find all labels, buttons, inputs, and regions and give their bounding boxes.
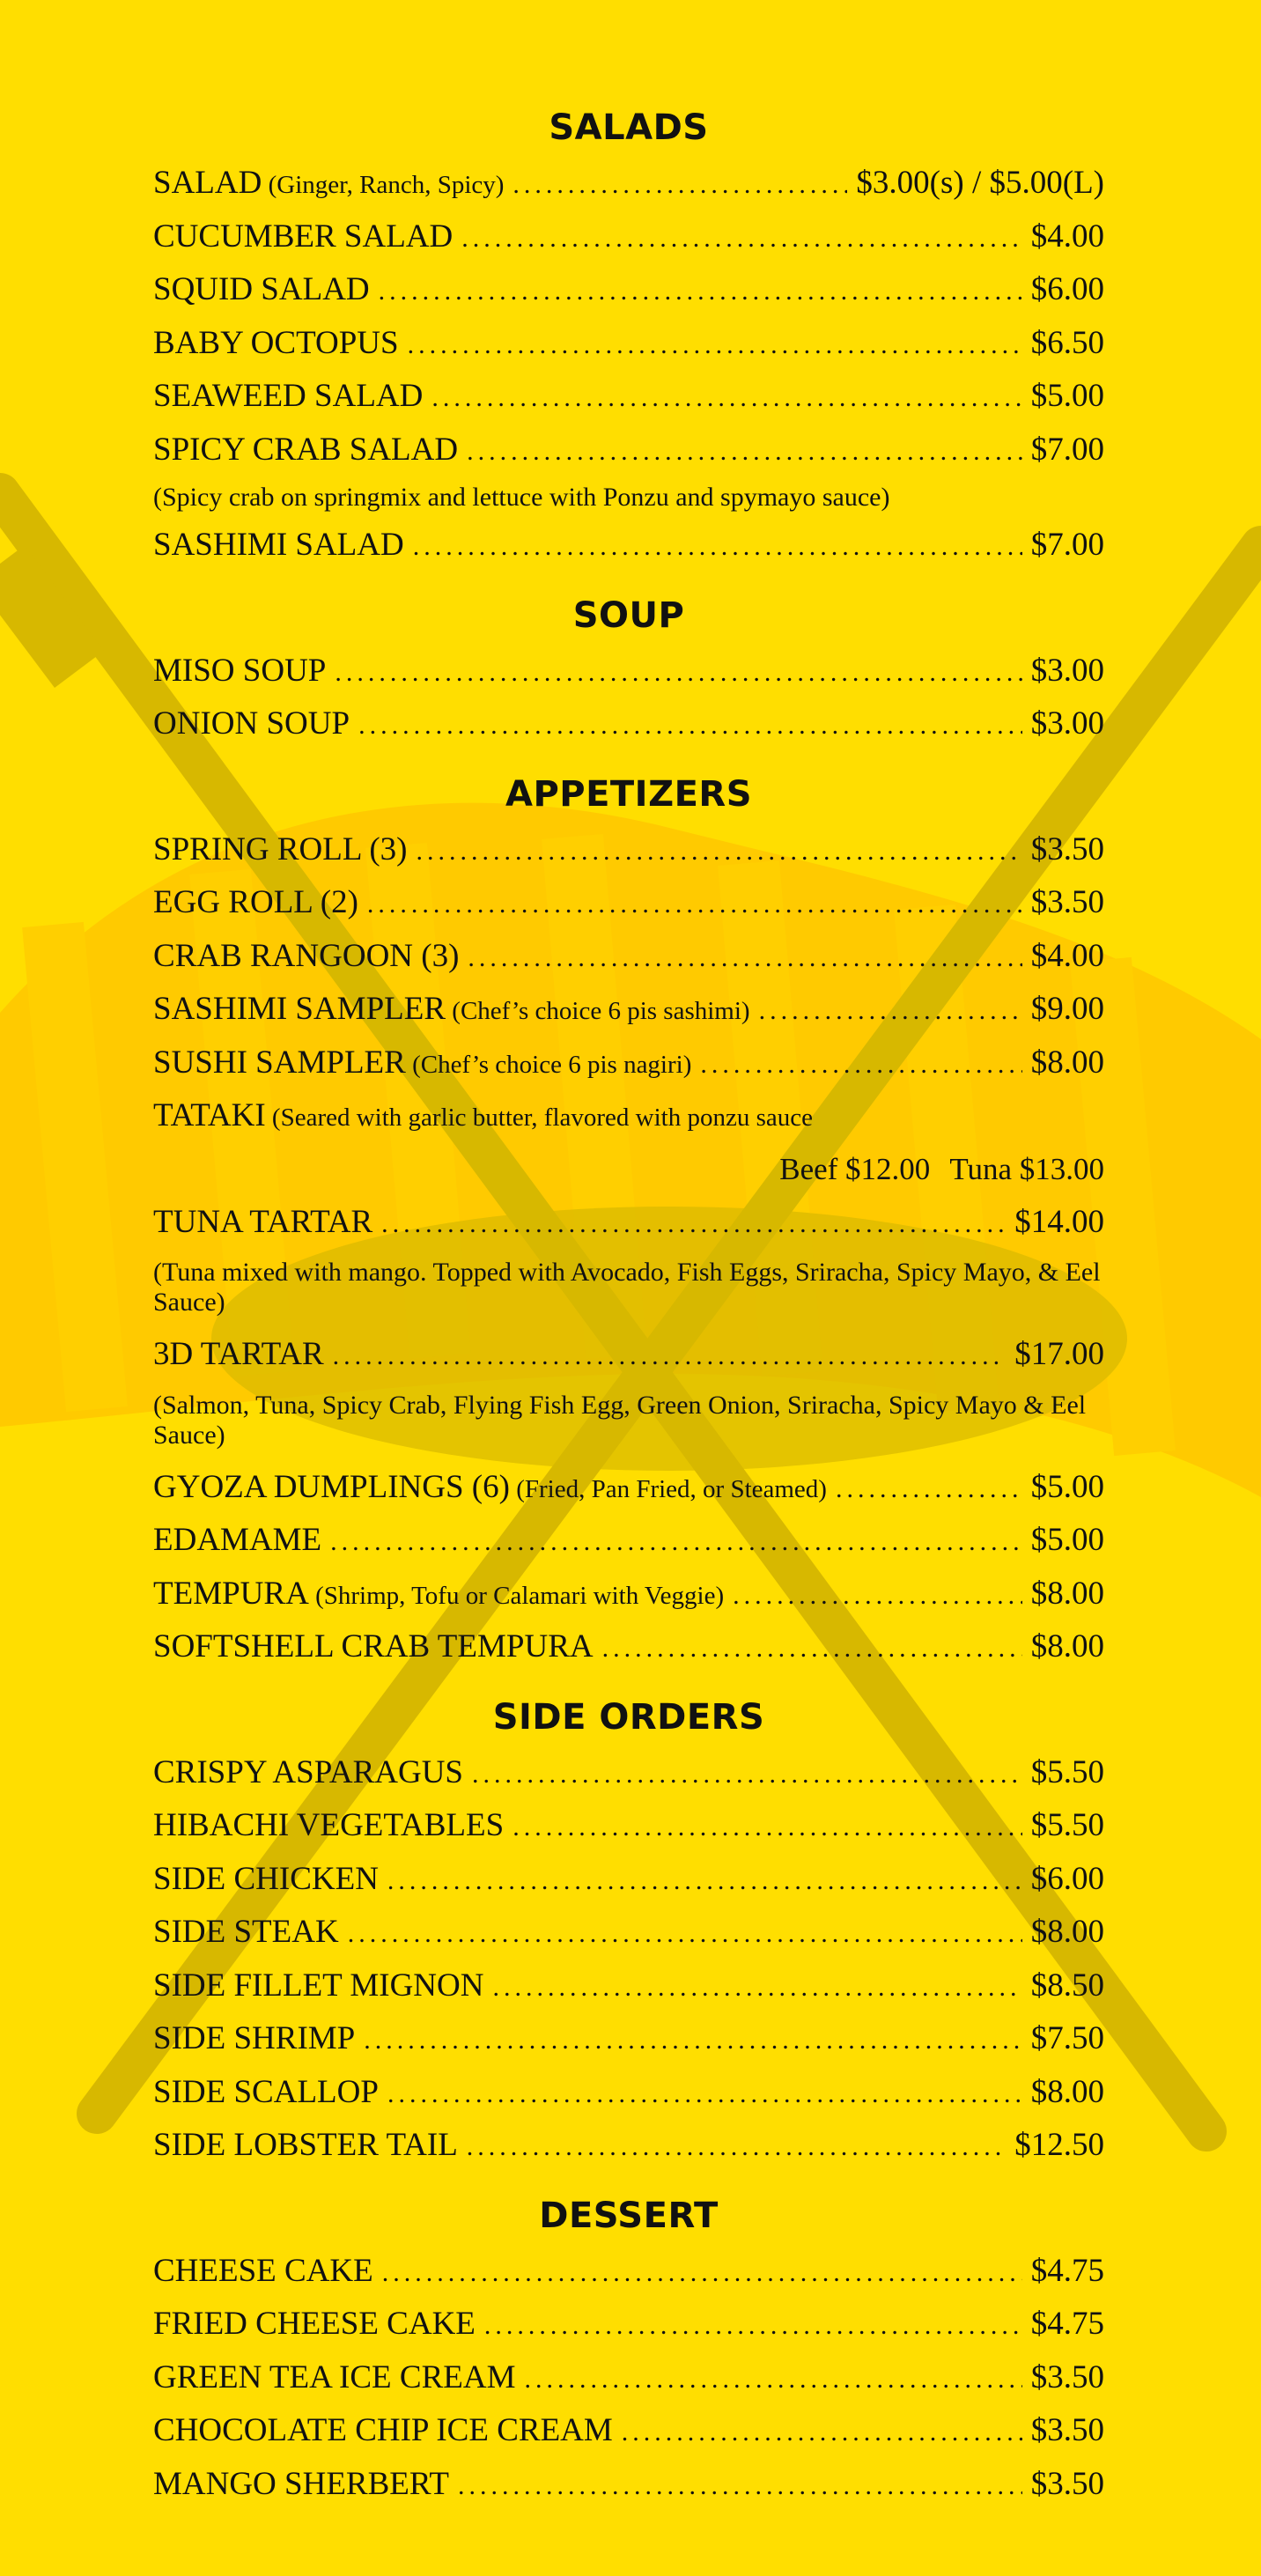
item-name-text: FRIED CHEESE CAKE [153,2306,476,2342]
item-price: $3.50 [1030,2358,1104,2395]
item-name [153,876,358,930]
item-name [153,263,370,317]
item-description: (Tuna mixed with mango. Topped with Avocado, Fish Eggs, Sriracha, Spicy Mayo, & Eel Sauce) [153,1258,1101,1317]
item-name [153,1906,339,1960]
item-name-text: SIDE STEAK [153,1914,339,1950]
item-name-text: SUSHI SAMPLER [153,1044,406,1081]
dot-leader [468,932,1021,985]
item-price: $6.00 [1030,271,1104,307]
item-name-text: SOFTSHELL CRAB TEMPURA [153,1628,594,1664]
item-name [153,1853,379,1907]
item-name-text: 3D TARTAR [153,1336,324,1372]
item-price: $6.50 [1030,324,1104,361]
item-name [153,424,458,477]
dot-leader [458,2460,1022,2513]
dot-leader [408,319,1022,373]
item-name [153,1196,372,1250]
item-price: $14.00 [1014,1203,1104,1240]
item-name [153,1746,463,1800]
menu-item [153,2298,1104,2351]
dot-leader [513,159,847,212]
menu-item [153,2012,1104,2066]
item-note: (Chef’s choice 6 pis nagiri) [405,1050,692,1079]
dot-leader [700,1038,1021,1092]
item-name [153,2119,458,2173]
item-name-text: BABY OCTOPUS [153,324,399,361]
item-note: (Seared with garlic butter, flavored with ponzu sauce [265,1103,813,1132]
item-name [153,1328,324,1382]
dot-leader [431,372,1021,425]
item-name [153,2245,373,2299]
menu-item [153,1328,1104,1382]
dot-leader [602,1622,1022,1676]
item-name-text: EGG ROLL (2) [153,884,358,920]
item-name-text: TUNA TARTAR [153,1203,373,1240]
item-price: $8.00 [1030,1044,1104,1081]
menu-item [153,1799,1104,1853]
item-name-text: SASHIMI SAMPLER [153,991,446,1027]
menu-item [153,983,1104,1037]
sub-price: Tuna $13.00 [949,1151,1104,1186]
item-name-text: TATAKI [153,1097,266,1133]
menu-item [153,317,1104,371]
item-name [153,983,750,1038]
item-price: $3.00 [1030,652,1104,689]
item-price: $3.50 [1030,2465,1104,2502]
dot-leader [524,2353,1021,2407]
dot-leader [759,985,1022,1038]
item-price: $4.75 [1030,2252,1104,2289]
menu-item [153,1746,1104,1800]
section-title: SIDE ORDERS [492,1696,765,1738]
item-name-text: TEMPURA [153,1575,309,1612]
item-name-text: MANGO SHERBERT [153,2465,449,2502]
section-gap [153,572,1104,587]
menu-item [153,1620,1104,1674]
item-price: $6.00 [1030,1860,1104,1897]
menu-item [153,424,1104,477]
section-gap [153,751,1104,765]
section-title: SALADS [549,107,709,148]
item-name-text: SIDE LOBSTER TAIL [153,2127,458,2163]
menu-item [153,1906,1104,1960]
dot-leader [333,1330,1007,1384]
item-note: (Fried, Pan Fried, or Steamed) [509,1474,827,1503]
item-price: $8.00 [1030,1575,1104,1612]
menu-item [153,1196,1104,1250]
dot-leader [622,2406,1022,2460]
section-title: DESSERT [539,2195,719,2236]
dot-leader [472,1748,1022,1802]
item-name [153,2458,449,2512]
dot-leader [416,825,1021,879]
section-gap [153,1674,1104,1688]
item-name [153,1799,504,1853]
item-price: $8.00 [1030,1628,1104,1664]
menu-item [153,1461,1104,1515]
item-name-text: SQUID SALAD [153,271,370,307]
item-name [153,1461,827,1517]
dot-leader [381,1198,1006,1251]
menu-item [153,1037,1104,1090]
item-description: (Salmon, Tuna, Spicy Crab, Flying Fish Egg, Green Onion, Sriracha, Spicy Mayo & Eel Sauce) [153,1390,1087,1450]
dot-leader [358,699,1022,753]
item-name-text: ONION SOUP [153,705,350,742]
menu-item [153,263,1104,317]
item-price: $4.00 [1030,937,1104,974]
item-name-text: CRISPY ASPARAGUS [153,1753,464,1790]
dot-leader [492,1961,1021,2015]
item-price: $7.50 [1030,2020,1104,2056]
menu-item [153,2351,1104,2405]
item-name [153,2404,613,2458]
item-price: $8.00 [1030,1914,1104,1950]
dot-leader [413,520,1022,574]
item-note: (Chef’s choice 6 pis sashimi) [446,997,750,1025]
section-title: SOUP [572,594,685,636]
menu-item [153,1960,1104,2013]
dot-leader [330,1516,1022,1569]
item-price: $3.00 [1030,705,1104,742]
dot-leader [484,2299,1022,2353]
item-name [153,1037,691,1092]
menu-item [153,2119,1104,2173]
item-name-text: MISO SOUP [153,652,327,689]
menu-item [153,157,1104,210]
item-name-text: SPICY CRAB SALAD [153,431,459,468]
item-price: $7.00 [1030,527,1104,563]
sub-price: Beef $12.00 [779,1151,931,1186]
item-price: $3.50 [1030,2412,1104,2448]
item-name-text: CRAB RANGOON (3) [153,937,460,974]
item-name-text: SASHIMI SALAD [153,527,404,563]
item-price: $3.50 [1030,884,1104,920]
item-price: $3.50 [1030,830,1104,867]
item-name-text: CHEESE CAKE [153,2252,373,2289]
item-name [153,2351,515,2405]
dot-leader [382,2247,1022,2300]
dot-leader [379,265,1022,319]
menu-item [153,2066,1104,2120]
dot-leader [335,646,1021,700]
dot-leader [467,2121,1006,2174]
item-name-text: GYOZA DUMPLINGS (6) [153,1468,510,1505]
item-name-text: SEAWEED SALAD [153,378,424,414]
item-price: $3.00(s) / $5.00(L) [856,165,1104,201]
item-name [153,317,399,371]
sub-prices [153,1143,1104,1196]
item-price: $9.00 [1030,991,1104,1027]
item-name-text: SIDE CHICKEN [153,1860,379,1897]
item-name [153,1089,813,1145]
menu-item [153,1089,1104,1143]
item-name-text: SIDE SHRIMP [153,2020,356,2056]
item-name [153,645,326,698]
item-name [153,370,423,424]
menu-item [153,210,1104,264]
item-name [153,930,459,984]
menu-item [153,2245,1104,2299]
menu-item [153,823,1104,877]
menu-item [153,645,1104,698]
item-name-text: GREEN TEA ICE CREAM [153,2358,516,2395]
menu-item [153,698,1104,751]
item-name [153,1620,594,1674]
menu-item [153,1853,1104,1907]
item-name-text: CUCUMBER SALAD [153,218,454,255]
menu-item [153,2458,1104,2512]
item-price: $5.00 [1030,378,1104,414]
item-name [153,2066,379,2120]
dot-leader [733,1569,1022,1623]
item-price: $4.75 [1030,2306,1104,2342]
dot-leader [836,1463,1022,1517]
dot-leader [467,425,1022,479]
item-name-text: CHOCOLATE CHIP ICE CREAM [153,2412,613,2448]
item-price: $5.50 [1030,1807,1104,1843]
item-price: $5.00 [1030,1468,1104,1505]
menu-item [153,1568,1104,1621]
item-name [153,2012,355,2066]
item-price: $7.00 [1030,431,1104,468]
dot-leader [367,878,1022,932]
item-note: (Shrimp, Tofu or Calamari with Veggie) [308,1581,725,1610]
item-price: $5.50 [1030,1753,1104,1790]
item-name [153,1568,724,1623]
item-name-text: EDAMAME [153,1522,322,1558]
item-name [153,2298,476,2351]
menu [153,99,1104,2511]
menu-item [153,519,1104,572]
dot-leader [387,2068,1022,2122]
section-title: APPETIZERS [505,773,753,815]
dot-leader [513,1801,1022,1855]
item-name [153,1514,321,1568]
dot-leader [348,1908,1022,1961]
item-price: $17.00 [1014,1336,1104,1372]
item-note: (Ginger, Ranch, Spicy) [262,171,505,199]
dot-leader [387,1855,1022,1908]
item-name-text: SPRING ROLL (3) [153,830,408,867]
item-price: $4.00 [1030,218,1104,255]
item-name-text: SIDE SCALLOP [153,2073,379,2110]
dot-leader [461,212,1022,266]
item-name [153,823,407,877]
item-name-text: HIBACHI VEGETABLES [153,1807,505,1843]
section-gap [153,2173,1104,2187]
item-price: $8.00 [1030,2073,1104,2110]
item-name-text: SIDE FILLET MIGNON [153,1967,484,2004]
item-name [153,210,453,264]
item-name [153,519,404,572]
item-name [153,698,350,751]
item-name [153,157,504,212]
menu-item [153,370,1104,424]
item-price: $8.50 [1030,1967,1104,2004]
menu-item [153,930,1104,984]
menu-item [153,876,1104,930]
item-price: $5.00 [1030,1522,1104,1558]
item-description: (Spicy crab on springmix and lettuce with Ponzu and spymayo sauce) [153,483,890,512]
menu-item [153,2404,1104,2458]
menu-item [153,1514,1104,1568]
item-price: $12.50 [1014,2127,1104,2163]
item-name-text: SALAD [153,165,262,201]
item-name [153,1960,483,2013]
dot-leader [364,2014,1022,2068]
